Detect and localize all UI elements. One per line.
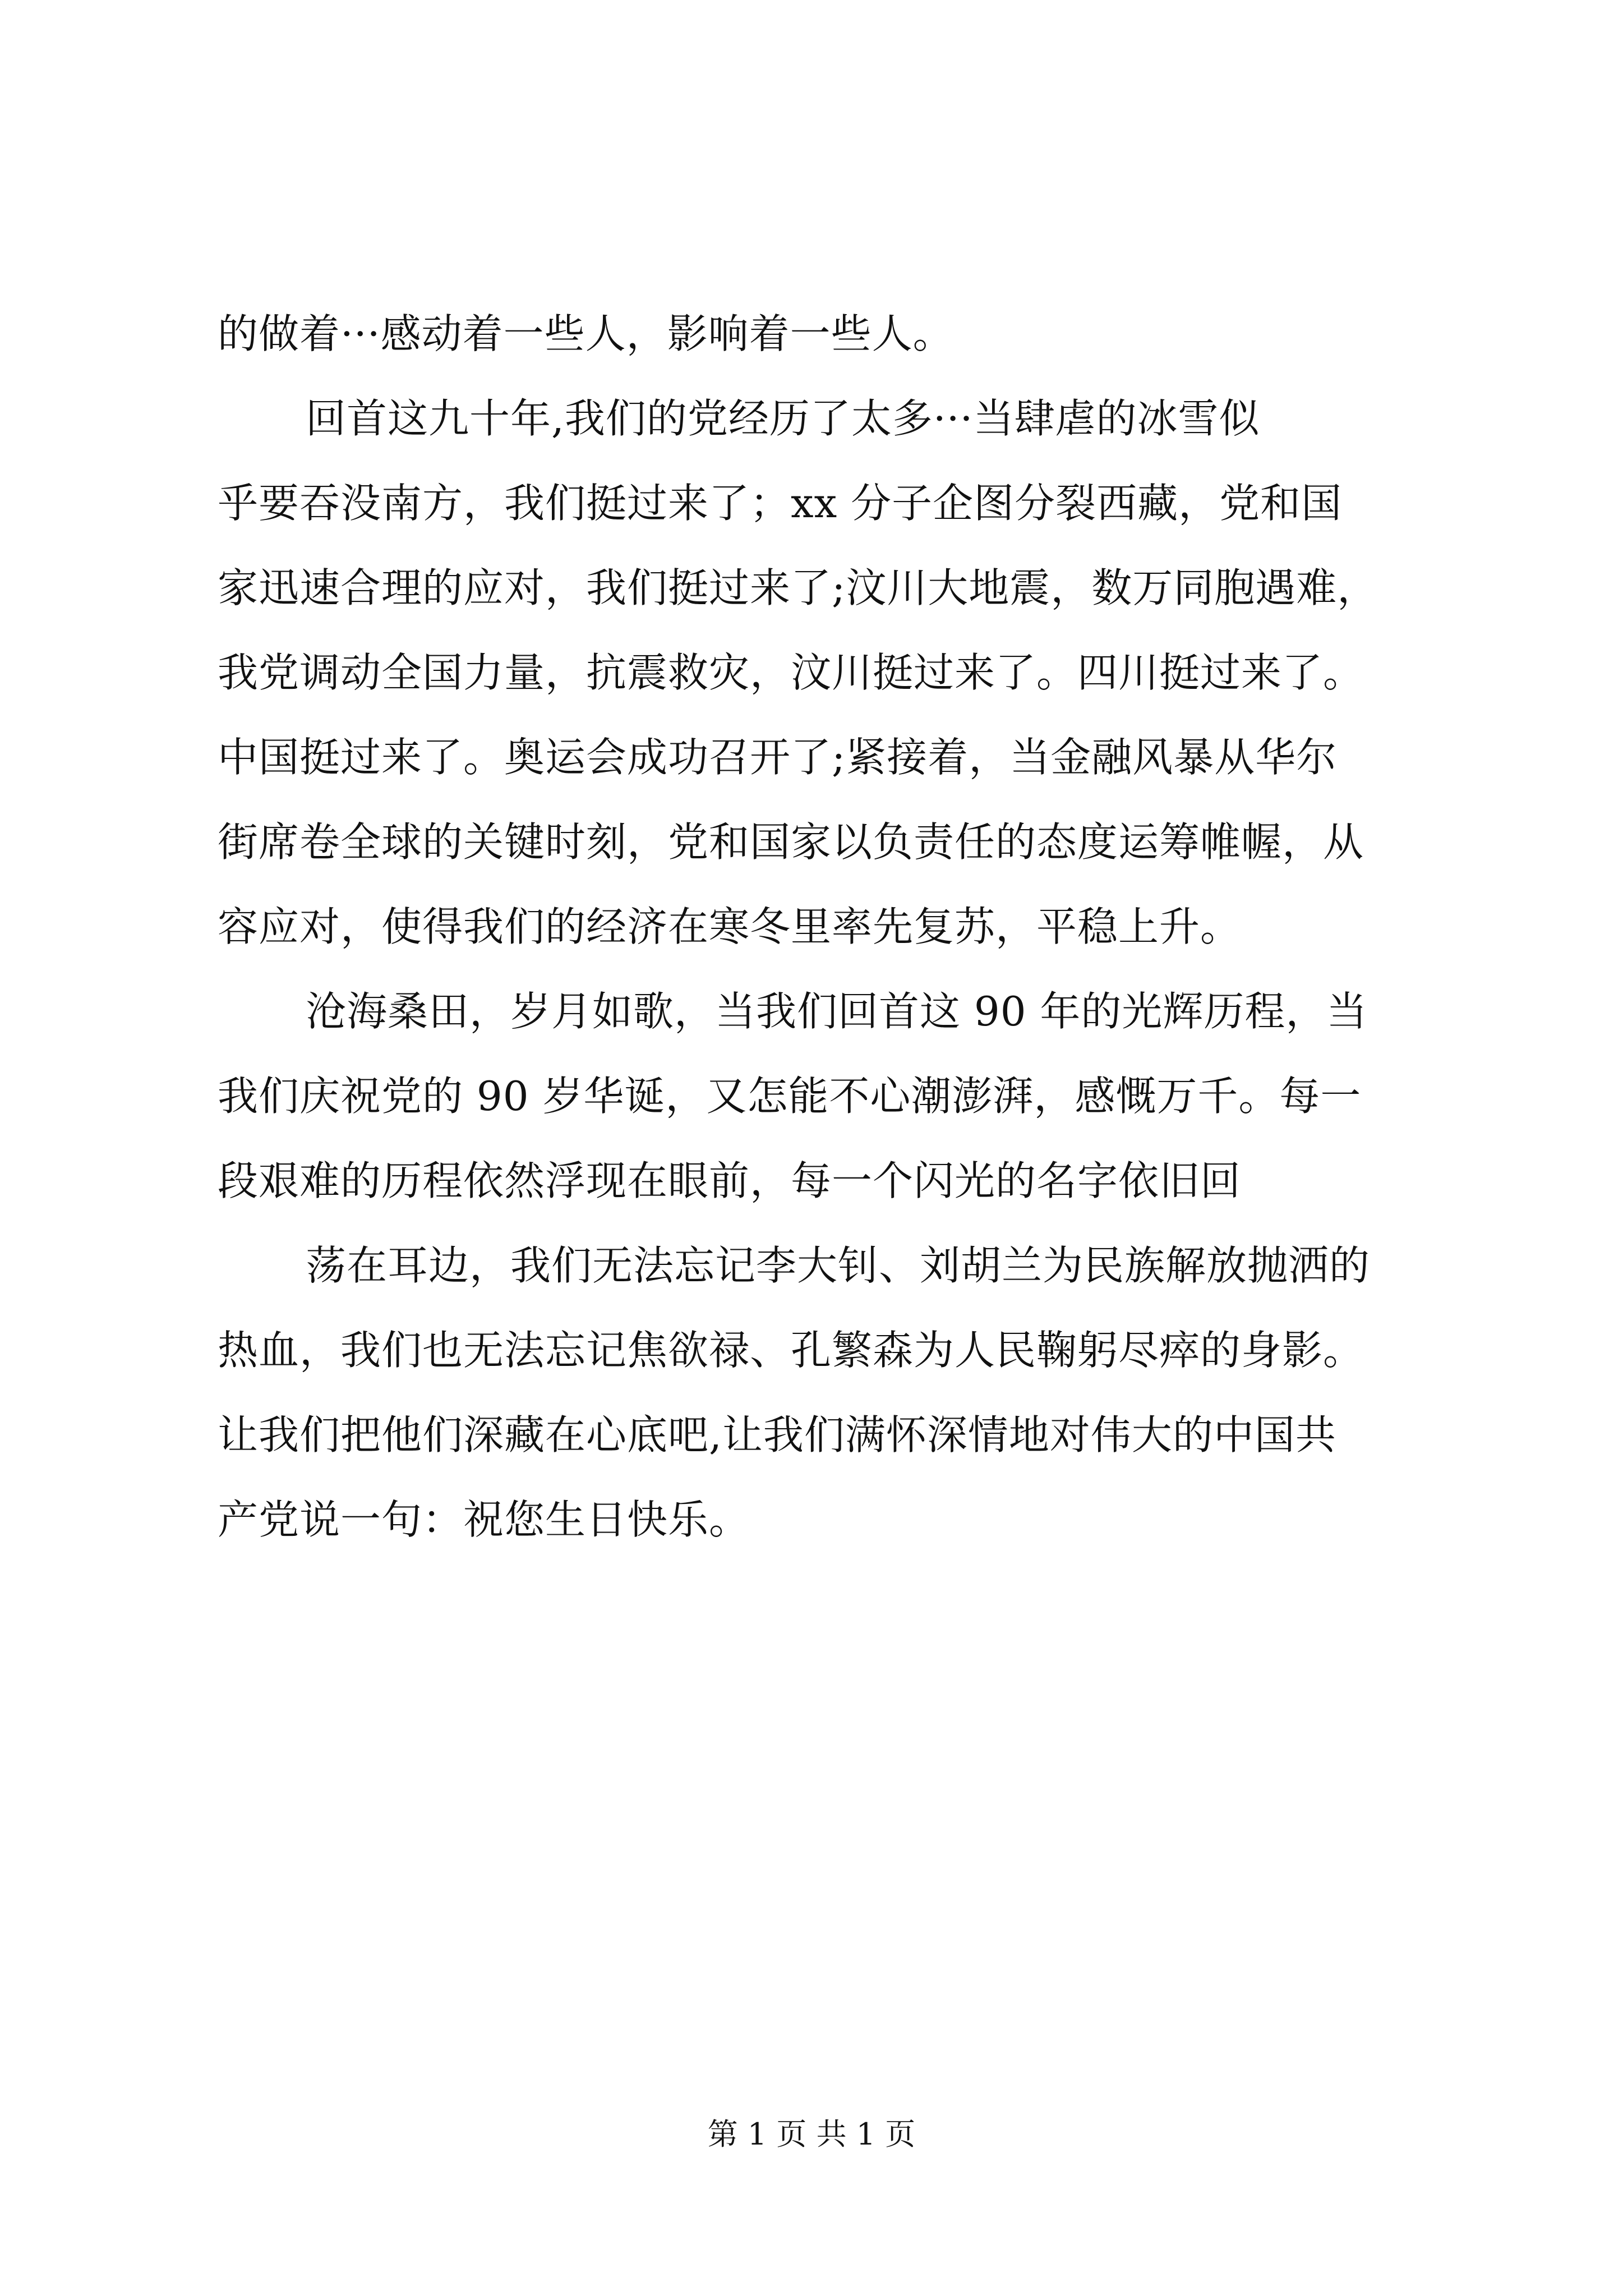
- text-line: 段艰难的历程依然浮现在眼前，每一个闪光的名字依旧回: [218, 1157, 1242, 1204]
- text-line: 乎要吞没南方，我们挺过来了；xx 分子企图分裂西藏，党和国: [218, 480, 1343, 527]
- text-line: 我们庆祝党的 90 岁华诞，又怎能不心潮澎湃，感慨万千。每一: [218, 1073, 1362, 1120]
- text-line: 中国挺过来了。奥运会成功召开了;紧接着，当金融风暴从华尔: [218, 734, 1338, 781]
- text-line: 热血，我们也无法忘记焦欲禄、孔繁森为人民鞠躬尽瘁的身影。: [218, 1327, 1364, 1374]
- page-number-label: 第 1 页 共 1 页: [707, 2116, 916, 2152]
- text-line: 荡在耳边，我们无法忘记李大钊、刘胡兰为民族解放抛洒的: [306, 1242, 1371, 1289]
- text-line: 让我们把他们深藏在心底吧,让我们满怀深情地对伟大的中国共: [218, 1411, 1336, 1458]
- text-line: 我党调动全国力量，抗震救灾，汶川挺过来了。四川挺过来了。: [218, 649, 1364, 696]
- text-line: 回首这九十年,我们的党经历了太多···当肆虐的冰雪似: [306, 395, 1260, 442]
- document-body: [218, 292, 1429, 1562]
- text-line: 街席卷全球的关键时刻，党和国家以负责任的态度运筹帷幄，从: [218, 818, 1364, 866]
- text-line: 家迅速合理的应对，我们挺过来了;汶川大地震，数万同胞遇难，: [218, 564, 1378, 611]
- text-line: 容应对，使得我们的经济在寒冬里率先复苏，平稳上升。: [218, 903, 1242, 950]
- text-line: 产党说一句：祝您生日快乐。: [218, 1496, 750, 1543]
- text-line: 的做着···感动着一些人，影响着一些人。: [218, 310, 954, 357]
- text-line: 沧海桑田，岁月如歌，当我们回首这 90 年的光辉历程，当: [306, 988, 1368, 1035]
- page-footer: [0, 2115, 1623, 2154]
